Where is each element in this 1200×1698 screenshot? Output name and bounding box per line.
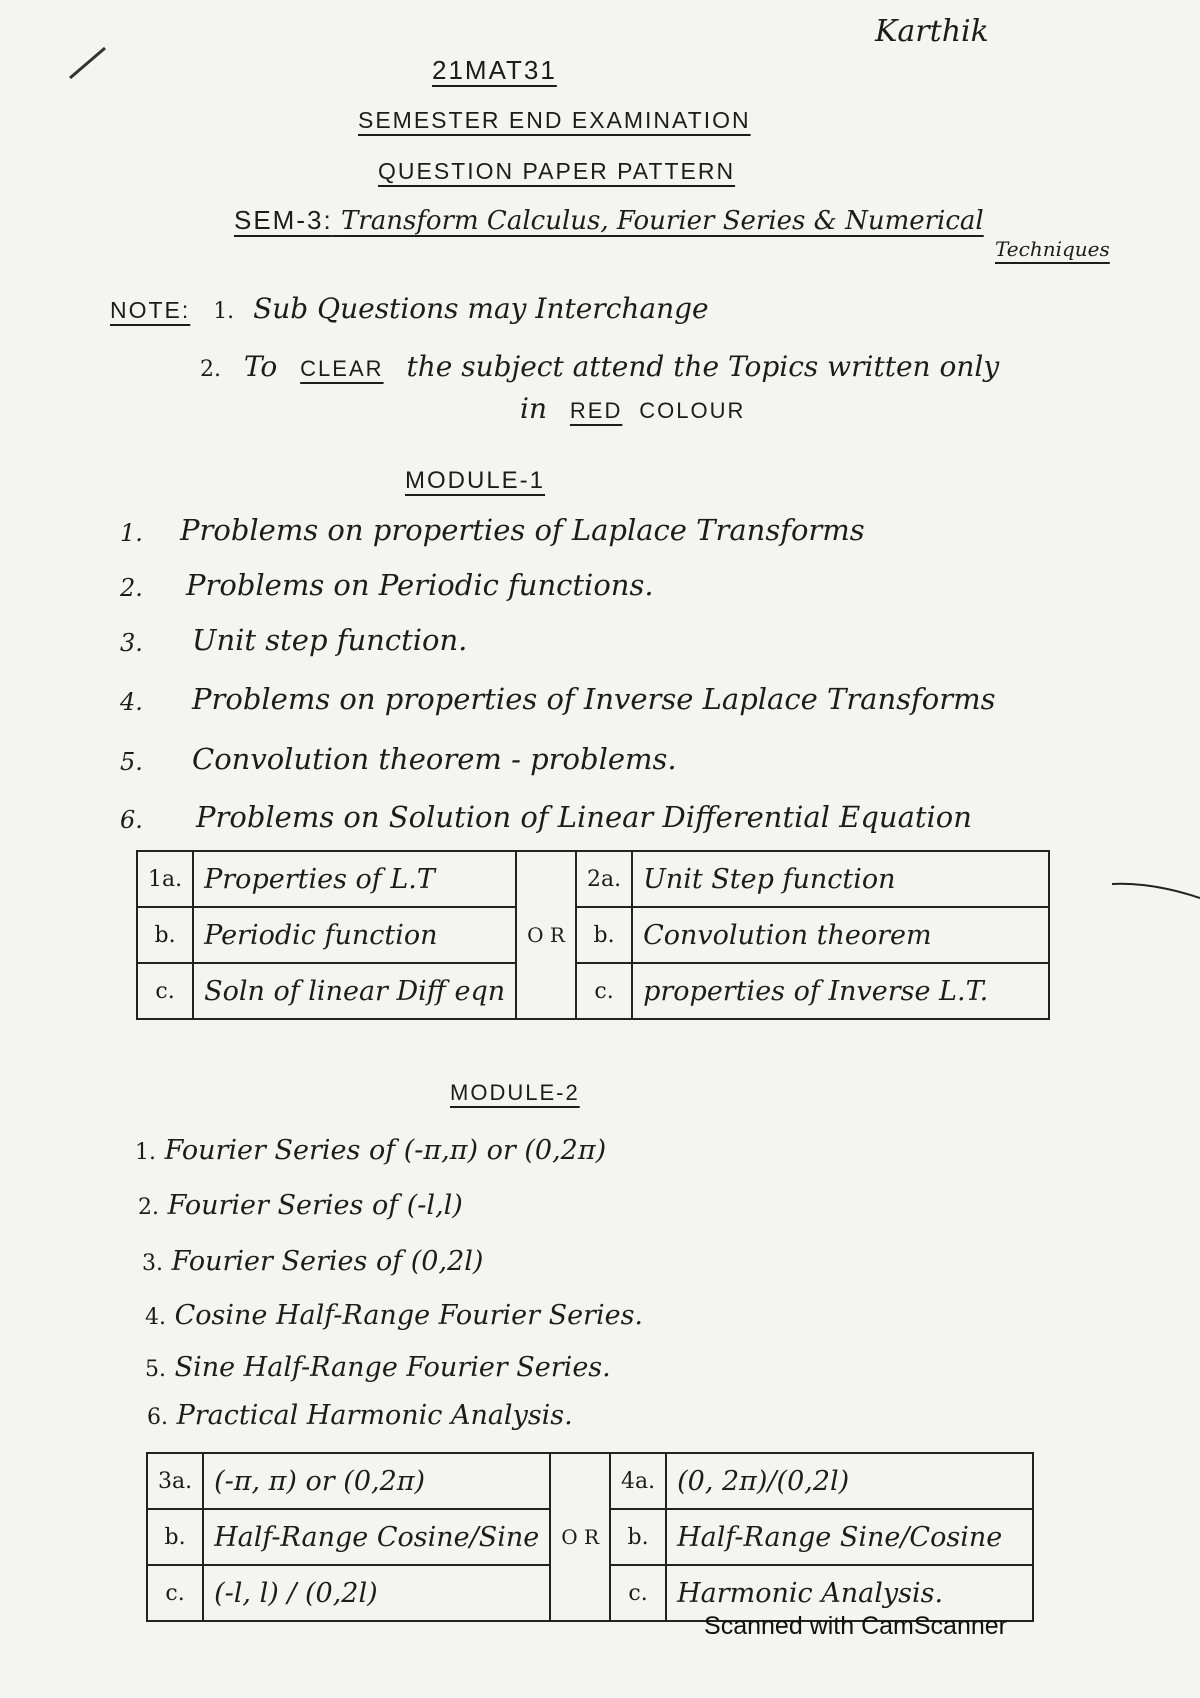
list-item: 6. Practical Harmonic Analysis. (147, 1400, 573, 1431)
tick-mark-icon (65, 40, 125, 85)
list-item: 2. Problems on Periodic functions. (120, 568, 654, 602)
exam-title: SEMESTER END EXAMINATION (358, 107, 751, 133)
note-text-2-pre: To (243, 350, 278, 383)
pattern-title: QUESTION PAPER PATTERN (378, 158, 736, 184)
list-item: 3. Fourier Series of (0,2l) (142, 1246, 484, 1277)
semester-label: SEM-3: (234, 205, 333, 235)
table-row: c. Soln of linear Diff eqn c. properties of Inverse L.T. (137, 963, 1049, 1019)
or-separator: O R (550, 1453, 610, 1621)
course-code: 21MAT31 (432, 55, 557, 85)
list-item: 1. Fourier Series of (-π,π) or (0,2π) (135, 1135, 607, 1166)
note-text-2: the subject attend the Topics written only (406, 350, 1000, 383)
note-line-2 (200, 350, 999, 383)
note-label: NOTE: (110, 297, 191, 323)
table-row: b. Half-Range Cosine/Sine b. Half-Range Sine/Cosine (147, 1509, 1033, 1565)
list-item: 3. Unit step function. (120, 623, 468, 657)
list-item: 5. Convolution theorem - problems. (120, 742, 677, 776)
note-line-1 (110, 292, 709, 325)
note-number-1: 1. (213, 299, 235, 324)
subject-name-cont: Techniques (995, 237, 1110, 261)
list-item: 6. Problems on Solution of Linear Differential Equation (120, 800, 972, 834)
note-line-3 (520, 392, 745, 425)
semester-subject-line (234, 205, 984, 236)
note-in-word: in (520, 392, 547, 425)
module-2-title: MODULE-2 (450, 1080, 580, 1105)
list-item: 1. Problems on properties of Laplace Transforms (120, 513, 865, 547)
note-clear-word: CLEAR (300, 356, 384, 381)
table-row: 3a. (-π, π) or (0,2π) O R 4a. (0, 2π)/(0,2l) (147, 1453, 1033, 1509)
module-2-table (146, 1452, 1034, 1622)
subject-name: Transform Calculus, Fourier Series & Numerical (340, 206, 984, 236)
module-1-table (136, 850, 1050, 1020)
list-item: 4. Cosine Half-Range Fourier Series. (145, 1300, 644, 1331)
table-row: b. Periodic function b. Convolution theorem (137, 907, 1049, 963)
scanner-watermark: Scanned with CamScanner (704, 1612, 1007, 1640)
note-number-2: 2. (200, 357, 221, 382)
table-row: 1a. Properties of L.T O R 2a. Unit Step function (137, 851, 1049, 907)
module-1-title: MODULE-1 (405, 467, 546, 494)
list-item: 4. Problems on properties of Inverse Laplace Transforms (120, 682, 996, 716)
list-item: 2. Fourier Series of (-l,l) (138, 1190, 463, 1221)
or-separator: O R (516, 851, 576, 1019)
note-colour-word: COLOUR (639, 398, 746, 423)
list-item: 5. Sine Half-Range Fourier Series. (145, 1352, 611, 1383)
note-red-word: RED (569, 398, 623, 423)
note-text-1: Sub Questions may Interchange (253, 292, 709, 325)
table-row: c. (-l, l) / (0,2l) c. Harmonic Analysis. (147, 1565, 1033, 1621)
stray-line-mark (1112, 880, 1200, 900)
signature: Karthik (875, 14, 989, 49)
